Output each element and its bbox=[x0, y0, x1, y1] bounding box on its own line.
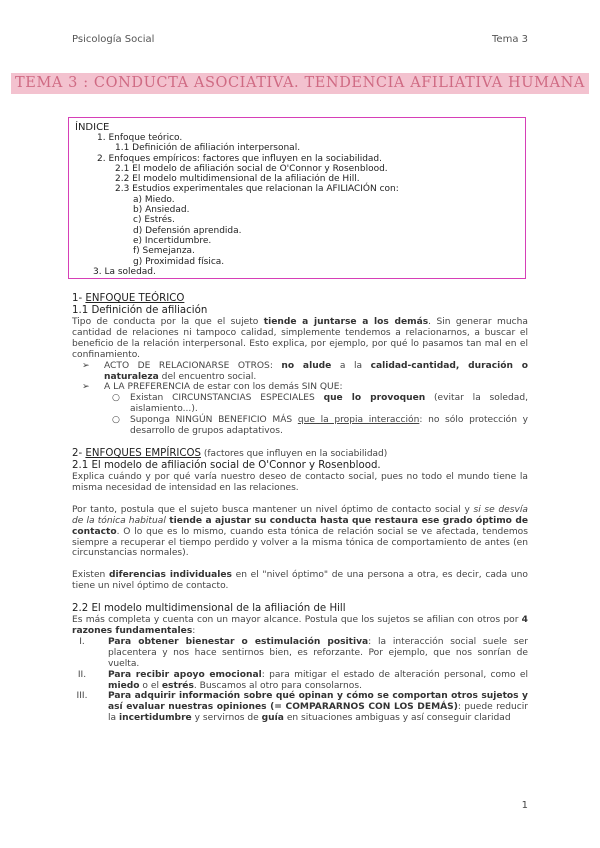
reason-item bbox=[72, 637, 528, 670]
paragraph: Explica cuándo y por qué varía nuestro deseo de contacto social, pues no todo el mundo tiene la misma necesidad de intensidad en las relaciones. bbox=[72, 471, 528, 493]
paragraph bbox=[72, 317, 528, 361]
toc-item: 1. Enfoque teórico. bbox=[97, 133, 183, 143]
text-run: del encuentro social. bbox=[158, 371, 257, 382]
section-2-heading bbox=[72, 448, 528, 460]
toc-item: d) Defensión aprendida. bbox=[133, 225, 242, 236]
arrow-bullet-icon: ➢ bbox=[82, 382, 90, 393]
text-run: o el bbox=[139, 680, 162, 691]
text-run: Es más completa y cuenta con un mayor alcance. Postula que los sujetos se afilian con otros por bbox=[72, 615, 522, 626]
toc-item: 2.1 El modelo de afiliación social de O'Connor y Rosenblood. bbox=[115, 163, 388, 174]
text-run: ACTO DE RELACIONARSE OTROS: bbox=[104, 360, 282, 371]
main-content bbox=[72, 293, 528, 724]
reason-item bbox=[72, 691, 528, 724]
underlined-text: que la propia interacción bbox=[297, 415, 420, 426]
subsection-2-2-heading: 2.2 El modelo multidimensional de la afiliación de Hill bbox=[72, 603, 346, 615]
roman-numeral: I. bbox=[79, 636, 85, 647]
sub-bullet-item bbox=[72, 415, 528, 437]
section-number: 1- bbox=[72, 293, 86, 304]
text-run: : para mitigar el estado de alteración personal, como el bbox=[261, 669, 528, 680]
header-subject: Psicología Social bbox=[72, 34, 155, 45]
section-1-heading bbox=[72, 293, 528, 305]
arrow-bullet-icon: ➢ bbox=[82, 360, 90, 371]
text-run: : no sólo protección y desarrollo de grupos adaptativos. bbox=[130, 415, 528, 437]
toc-heading: ÍNDICE bbox=[75, 122, 110, 133]
document-title bbox=[0, 72, 600, 94]
bold-text: Para recibir apoyo emocional bbox=[108, 669, 262, 680]
bold-text: incertidumbre bbox=[119, 713, 192, 724]
text-run: Existen bbox=[72, 570, 109, 581]
section-title: ENFOQUES EMPÍRICOS bbox=[85, 447, 202, 459]
section-number: 2- bbox=[72, 447, 86, 459]
text-run: en situaciones ambiguas y así conseguir claridad bbox=[283, 713, 511, 724]
header-topic: Tema 3 bbox=[492, 34, 528, 45]
bold-text: tiende a ajustar su conducta hasta que restaura ese grado óptimo de contacto bbox=[72, 515, 528, 537]
toc-item: c) Estrés. bbox=[133, 215, 175, 226]
bold-text: que lo provoquen bbox=[323, 393, 426, 404]
bold-text: Para obtener bienestar o estimulación positiva bbox=[108, 636, 369, 647]
section-note: (factores que influyen en la sociabilidad) bbox=[201, 448, 388, 459]
bold-text: guía bbox=[261, 713, 284, 724]
toc-item: g) Proximidad física. bbox=[133, 256, 225, 267]
toc-item: 3. La soledad. bbox=[93, 266, 156, 277]
text-run: : la interacción social suele ser placentera y nos hace sentirnos bien, es reforzante. Por ejemplo, que nos sonrían de vuelta. bbox=[108, 636, 528, 669]
paragraph bbox=[72, 615, 528, 637]
bold-text: no alude bbox=[281, 360, 332, 371]
page-number: 1 bbox=[521, 800, 528, 811]
text-run: Suponga NINGÚN BENEFICIO MÁS bbox=[130, 415, 298, 426]
text-run: en el "nivel óptimo" de una persona a otra, es decir, cada uno tiene un nivel óptimo de contacto. bbox=[72, 570, 528, 592]
toc-item: e) Incertidumbre. bbox=[133, 235, 212, 246]
toc-item: 1.1 Definición de afiliación interpersonal. bbox=[115, 143, 301, 154]
text-run: . Sin generar mucha cantidad de relaciones ni tampoco calidad, simplemente tendemos a relacionarnos, a buscar el beneficio de la relación interpersonal. Esto explica, por ejemplo, por qué lo pasamos tan mal en el confinamiento. bbox=[72, 317, 529, 360]
text-run: y servirnos de bbox=[191, 713, 262, 724]
toc-item: 2.3 Estudios experimentales que relacionan la AFILIACIÓN con: bbox=[115, 184, 399, 195]
bullet-item bbox=[72, 382, 528, 393]
bold-text: diferencias individuales bbox=[108, 570, 232, 581]
bold-text: tiende a juntarse a los demás bbox=[263, 317, 429, 327]
italic-text: si se desvía de la tónica habitual bbox=[72, 504, 528, 526]
bold-text: 4 razones fundamentales bbox=[72, 615, 528, 637]
table-of-contents bbox=[68, 117, 526, 279]
bold-text: estrés bbox=[161, 680, 194, 691]
toc-item: f) Semejanza. bbox=[133, 246, 195, 257]
text-run: . Buscamos al otro para consolarnos. bbox=[193, 680, 362, 691]
bullet-item bbox=[72, 361, 528, 383]
text-run: : bbox=[192, 626, 196, 637]
toc-item: 2.2 El modelo multidimensional de la afiliación de Hill. bbox=[115, 174, 360, 185]
text-run: a la bbox=[331, 360, 371, 371]
text-run: . O lo que es lo mismo, cuando esta tónica de relación social se ve afectada, tendemos siempre a recuperar el tiempo perdido y volver a la misma tónica de comportamiento de antes (en circunstancias normales). bbox=[72, 526, 528, 559]
text-run: : puede reducir la bbox=[108, 702, 529, 724]
text-run: Por tanto, postula que el sujeto busca mantener un nivel óptimo de contacto social y bbox=[72, 504, 474, 515]
text-run: Existan CIRCUNSTANCIAS ESPECIALES bbox=[130, 393, 324, 404]
toc-item: 2. Enfoques empíricos: factores que influyen en la sociabilidad. bbox=[97, 153, 383, 164]
subsection-2-1-heading: 2.1 El modelo de afiliación social de O'Connor y Rosenblood. bbox=[72, 459, 381, 471]
circle-bullet-icon: ○ bbox=[112, 415, 120, 426]
roman-numeral: II. bbox=[77, 669, 87, 680]
section-title: ENFOQUE TEÓRICO bbox=[85, 293, 185, 304]
paragraph bbox=[72, 570, 528, 592]
bold-text: calidad-cantidad, duración o naturaleza bbox=[104, 360, 528, 382]
sub-bullet-item bbox=[72, 393, 528, 415]
subsection-1-1-heading: 1.1 Definición de afiliación bbox=[72, 305, 208, 316]
roman-numeral: III. bbox=[76, 691, 88, 702]
toc-item: b) Ansiedad. bbox=[133, 205, 190, 216]
circle-bullet-icon: ○ bbox=[112, 393, 120, 404]
paragraph bbox=[72, 505, 528, 560]
reason-item bbox=[72, 670, 528, 692]
toc-item: a) Miedo. bbox=[133, 194, 175, 205]
title-text: TEMA 3 : CONDUCTA ASOCIATIVA. TENDENCIA AFILIATIVA HUMANA bbox=[11, 73, 589, 94]
bold-text: Para adquirir información sobre qué opinan y cómo se comportan otros sujetos y así evaluar nuestras opiniones (= COMPARARNOS CON LOS DEMÁS) bbox=[108, 691, 528, 713]
text-run: (evitar la soledad, aislamiento...). bbox=[130, 393, 528, 415]
text-run: Tipo de conducta por la que el sujeto bbox=[72, 317, 264, 327]
bold-text: miedo bbox=[108, 680, 140, 691]
text-run: A LA PREFERENCIA de estar con los demás SIN QUE: bbox=[104, 382, 343, 393]
